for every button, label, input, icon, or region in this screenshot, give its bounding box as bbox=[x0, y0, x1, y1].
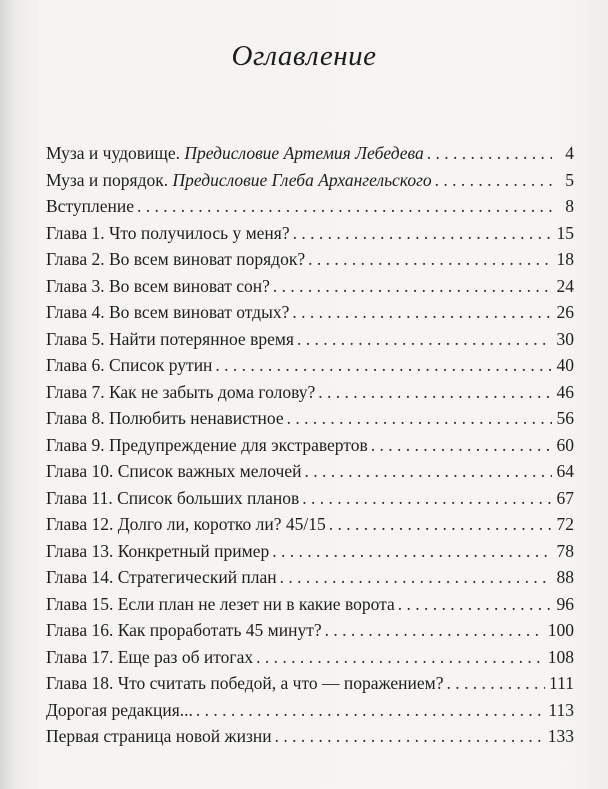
toc-entry bbox=[46, 170, 574, 197]
toc-entry-title bbox=[46, 461, 301, 482]
dot-leader bbox=[280, 567, 552, 588]
toc-entry-main-text: Глава 11. Список больших планов bbox=[46, 487, 300, 508]
toc-entry-main-text: Глава 17. Еще раз об итогах bbox=[46, 646, 254, 667]
toc-entry-main-text: Глава 15. Если план не лезет ни в какие ворота bbox=[46, 593, 395, 614]
toc-entry bbox=[46, 488, 574, 515]
dot-leader bbox=[398, 594, 552, 615]
toc-entry-page-number: 30 bbox=[556, 328, 574, 349]
toc-entry-main-text: Муза и порядок. bbox=[46, 169, 173, 190]
toc-entry bbox=[46, 700, 574, 727]
toc-entry-page-number: 26 bbox=[556, 302, 574, 322]
toc-entry bbox=[46, 223, 574, 250]
toc-entry bbox=[46, 461, 574, 488]
toc-entry-main-text: Глава 5. Найти потерянное время bbox=[46, 328, 294, 349]
toc-entry-page-number: 8 bbox=[565, 196, 574, 216]
toc-entry bbox=[46, 514, 574, 541]
dot-leader bbox=[329, 514, 552, 535]
toc-entry-main-text: Глава 13. Конкретный пример bbox=[46, 540, 270, 561]
toc-entry bbox=[46, 541, 574, 568]
toc-entry bbox=[46, 276, 574, 303]
dot-leader bbox=[371, 435, 552, 456]
toc-entry-title bbox=[46, 408, 284, 429]
toc-entry bbox=[46, 620, 574, 647]
toc-entry-main-text: Глава 9. Предупреждение для экстравертов bbox=[46, 434, 368, 455]
toc-entry-main-text: Глава 14. Стратегический план bbox=[46, 567, 277, 587]
toc-entry-page-number: 64 bbox=[556, 461, 574, 481]
toc-entry-title bbox=[46, 488, 299, 509]
toc-entry-main-text: Глава 7. Как не забыть дома голову? bbox=[46, 381, 316, 402]
toc-entry-page-number: 67 bbox=[556, 487, 574, 508]
toc-entry-page-number: 78 bbox=[556, 540, 574, 561]
toc-entry-main-text: Глава 16. Как проработать 45 минут? bbox=[46, 620, 322, 640]
toc-entry-page-number: 5 bbox=[565, 169, 574, 190]
toc-entry bbox=[46, 726, 574, 753]
toc-entry-main-text: Глава 12. Долго ли, коротко ли? 45/15 bbox=[46, 514, 326, 534]
toc-entry-main-text: Глава 6. Список рутин bbox=[46, 355, 213, 375]
toc-entry-page-number: 96 bbox=[556, 593, 574, 614]
toc-entry-title bbox=[46, 170, 432, 191]
dot-leader bbox=[292, 302, 552, 323]
toc-entry-page-number: 40 bbox=[556, 355, 574, 375]
toc-entry-page-number: 133 bbox=[547, 726, 574, 746]
toc-entry-main-text: Дорогая редакция... bbox=[46, 699, 193, 720]
toc-entry-main-text: Глава 4. Во всем виноват отдых? bbox=[46, 302, 290, 322]
toc-entry-title bbox=[46, 673, 443, 694]
dot-leader bbox=[304, 461, 552, 482]
toc-entry-page-number: 72 bbox=[556, 514, 574, 534]
dot-leader bbox=[275, 726, 544, 747]
toc-entry-title bbox=[46, 726, 272, 747]
toc-entry-main-text: Глава 1. Что получилось у меня? bbox=[46, 222, 290, 243]
toc-entry bbox=[46, 329, 574, 356]
toc-entry-page-number: 4 bbox=[565, 143, 574, 163]
toc-entry-page-number: 111 bbox=[549, 673, 574, 693]
toc-entry-main-text: Глава 10. Список важных мелочей bbox=[46, 461, 302, 481]
toc-entry-page-number: 15 bbox=[556, 222, 574, 243]
dot-leader bbox=[435, 170, 552, 191]
toc-entry-title bbox=[46, 302, 289, 323]
dot-leader bbox=[308, 249, 552, 270]
toc-entry-title bbox=[46, 355, 212, 376]
dot-leader bbox=[427, 143, 552, 164]
toc-entry bbox=[46, 594, 574, 621]
page-title: Оглавление bbox=[231, 40, 377, 72]
dot-leader bbox=[302, 488, 552, 509]
dot-leader bbox=[137, 196, 552, 217]
toc-entry bbox=[46, 408, 574, 435]
dot-leader bbox=[196, 700, 544, 721]
toc-entry bbox=[46, 382, 574, 409]
toc-entry bbox=[46, 567, 574, 594]
dot-leader bbox=[325, 620, 544, 641]
toc-entry-page-number: 113 bbox=[548, 699, 574, 720]
toc-entry-main-text: Глава 2. Во всем виноват порядок? bbox=[46, 249, 306, 269]
toc-entry-title bbox=[46, 567, 277, 588]
toc-entry-title bbox=[46, 196, 134, 217]
dot-leader bbox=[273, 276, 552, 297]
toc-entry-subtitle: Предисловие Глеба Архангельского bbox=[172, 169, 432, 190]
dot-leader bbox=[446, 673, 545, 694]
toc-entry-page-number: 108 bbox=[547, 646, 574, 667]
toc-entry-main-text: Глава 3. Во всем виноват сон? bbox=[46, 275, 270, 296]
toc-entry-title bbox=[46, 514, 326, 535]
toc-entry-title bbox=[46, 435, 368, 456]
toc-entry-main-text: Муза и чудовище. bbox=[46, 143, 185, 163]
toc-entry bbox=[46, 302, 574, 329]
toc-entry-main-text: Первая страница новой жизни bbox=[46, 726, 272, 746]
toc-entry bbox=[46, 249, 574, 276]
toc-entry-page-number: 24 bbox=[556, 275, 574, 296]
dot-leader bbox=[256, 647, 544, 668]
toc-entry-title bbox=[46, 276, 270, 297]
toc-entry-main-text: Вступление bbox=[46, 196, 134, 216]
dot-leader bbox=[318, 382, 552, 403]
toc-entry-main-text: Глава 18. Что считать победой, а что — поражением? bbox=[46, 673, 444, 693]
toc-entry bbox=[46, 647, 574, 674]
toc-entry-title bbox=[46, 329, 294, 350]
toc-entry-page-number: 60 bbox=[556, 434, 574, 455]
toc-entry bbox=[46, 355, 574, 382]
toc-entry-title bbox=[46, 594, 395, 615]
dot-leader bbox=[215, 355, 552, 376]
toc-entry-title bbox=[46, 541, 269, 562]
toc-entry-title bbox=[46, 700, 193, 721]
toc-entry bbox=[46, 196, 574, 223]
toc-entry bbox=[46, 673, 574, 700]
toc-entry-subtitle: Предисловие Артемия Лебедева bbox=[184, 143, 424, 163]
toc-entry-page-number: 56 bbox=[556, 408, 574, 428]
toc-entry-page-number: 100 bbox=[547, 620, 574, 640]
table-of-contents bbox=[46, 143, 574, 753]
dot-leader bbox=[293, 223, 552, 244]
toc-entry bbox=[46, 435, 574, 462]
toc-entry-title bbox=[46, 647, 253, 668]
toc-entry-title bbox=[46, 620, 322, 641]
toc-entry-title bbox=[46, 249, 305, 270]
toc-entry-title bbox=[46, 382, 315, 403]
dot-leader bbox=[297, 329, 552, 350]
toc-entry-title bbox=[46, 143, 424, 164]
toc-entry-main-text: Глава 8. Полюбить ненавистное bbox=[46, 408, 284, 428]
toc-entry-title bbox=[46, 223, 290, 244]
toc-entry-page-number: 88 bbox=[556, 567, 574, 587]
toc-entry-page-number: 46 bbox=[556, 381, 574, 402]
dot-leader bbox=[287, 408, 552, 429]
toc-entry-page-number: 18 bbox=[556, 249, 574, 269]
toc-entry bbox=[46, 143, 574, 170]
dot-leader bbox=[272, 541, 552, 562]
